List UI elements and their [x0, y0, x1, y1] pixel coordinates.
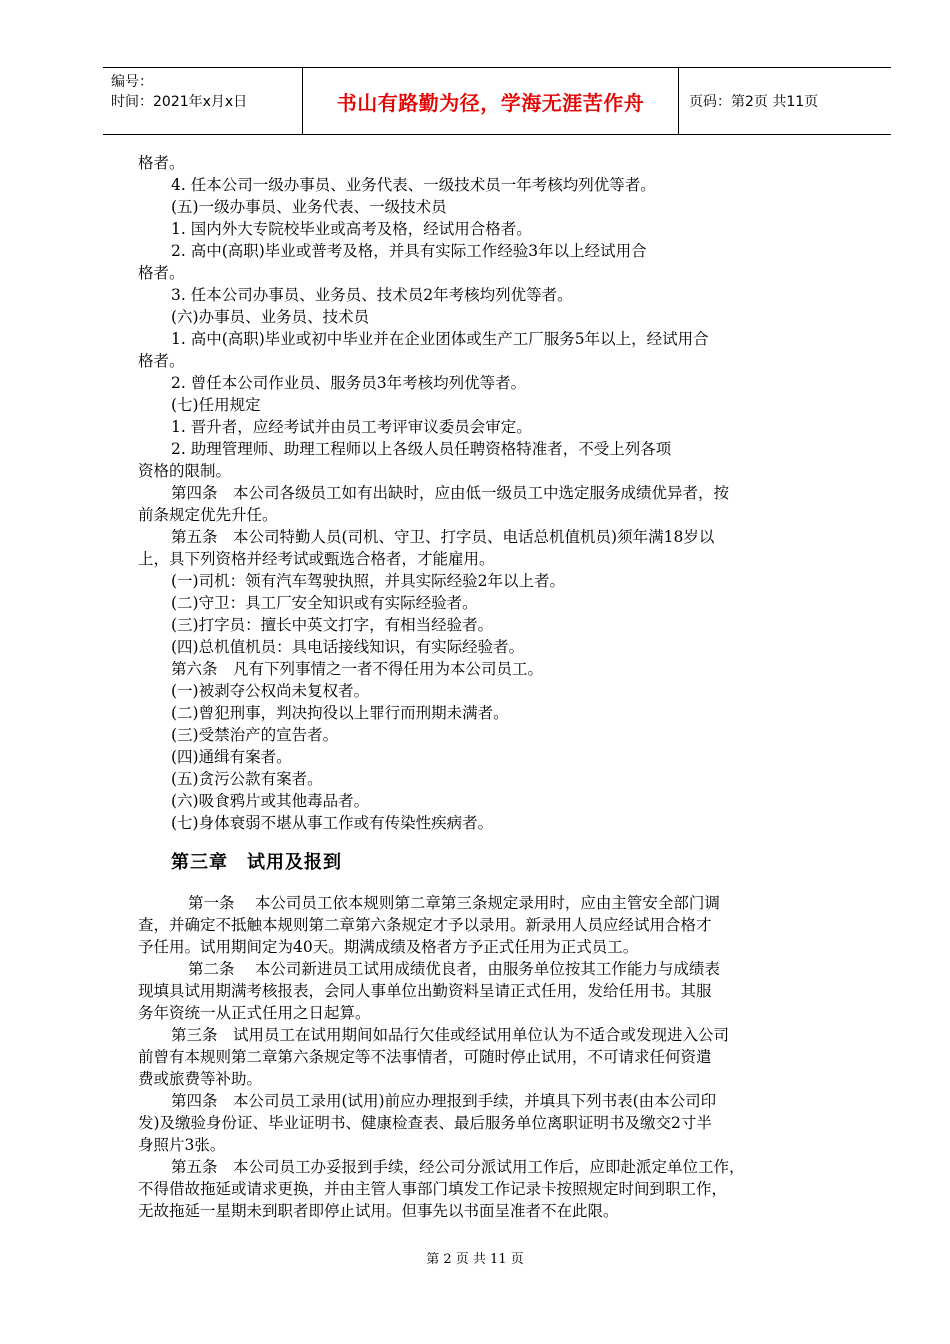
body-line: 现填具试用期满考核报表，会同人事单位出勤资料呈请正式任用，发给任用书。其服 [138, 982, 712, 1000]
body-line: 查，并确定不抵触本规则第二章第六条规定才予以录用。新录用人员应经试用合格才 [138, 916, 712, 934]
body-line: 4. 任本公司一级办事员、业务代表、一级技术员一年考核均列优等者。 [171, 176, 656, 194]
body-line: (四)总机值机员：具电话接线知识，有实际经验者。 [171, 638, 525, 656]
header-motto: 书山有路勤为径，学海无涯苦作舟 [303, 68, 679, 134]
body-line: (三)受禁治产的宣告者。 [171, 726, 339, 744]
body-line: 资格的限制。 [138, 462, 232, 480]
body-line: 第六条 凡有下列事情之一者不得任用为本公司员工。 [171, 660, 544, 678]
body-line: 第五条 本公司特勤人员(司机、守卫、打字员、电话总机值机员)须年满18岁以 [171, 528, 715, 546]
body-line: (一)司机：领有汽车驾驶执照，并具实际经验2年以上者。 [171, 572, 565, 590]
body-line: (三)打字员：擅长中英文打字，有相当经验者。 [171, 616, 494, 634]
body-line: 第一条 本公司员工依本规则第二章第三条规定录用时，应由主管安全部门调 [188, 894, 720, 912]
body-line: 身照片3张。 [138, 1136, 226, 1154]
body-line: 予任用。试用期间定为40天。期满成绩及格者方予正式任用为正式员工。 [138, 938, 639, 956]
body-line: 格者。 [138, 352, 185, 370]
body-line: 无故拖延一星期未到职者即停止试用。但事先以书面呈准者不在此限。 [138, 1202, 619, 1220]
document-body [138, 152, 862, 1222]
body-line: 第四条 本公司各级员工如有出缺时，应由低一级员工中选定服务成绩优异者，按 [171, 484, 730, 502]
header-page-label: 页码：第2页 共11页 [689, 94, 819, 110]
page-footer: 第 2 页 共 11 页 [426, 1252, 524, 1267]
body-line: (一)被剥夺公权尚未复权者。 [171, 682, 370, 700]
body-line: 发)及缴验身份证、毕业证明书、健康检查表、最后服务单位离职证明书及缴交2寸半 [138, 1114, 712, 1132]
date-label: 时间：2021年x月x日 [111, 94, 248, 110]
header-meta [103, 68, 303, 134]
body-line: 费或旅费等补助。 [138, 1070, 263, 1088]
body-line: (二)守卫：具工厂安全知识或有实际经验者。 [171, 594, 478, 612]
body-line: 格者。 [138, 154, 185, 172]
body-line: 务年资统一从正式任用之日起算。 [138, 1004, 371, 1022]
body-line: 第五条 本公司员工办妥报到手续，经公司分派试用工作后，应即赴派定单位工作， [171, 1158, 745, 1176]
body-line: 第四条 本公司员工录用(试用)前应办理报到手续，并填具下列书表(由本公司印 [171, 1092, 717, 1110]
chapter-title: 第三章 试用及报到 [171, 852, 342, 873]
body-line: 3. 任本公司办事员、业务员、技术员2年考核均列优等者。 [171, 286, 573, 304]
body-line: 2. 曾任本公司作业员、服务员3年考核均列优等者。 [171, 374, 527, 392]
body-line: 1. 国内外大专院校毕业或高考及格，经试用合格者。 [171, 220, 532, 238]
body-line: 1. 晋升者，应经考试并由员工考评审议委员会审定。 [171, 418, 532, 436]
body-line: 前条规定优先升任。 [138, 506, 278, 524]
body-line: 2. 高中(高职)毕业或普考及格，并具有实际工作经验3年以上经试用合 [171, 242, 647, 260]
body-line: 第三条 试用员工在试用期间如品行欠佳或经试用单位认为不适合或发现进入公司 [171, 1026, 730, 1044]
page-header [103, 67, 891, 135]
body-line: (二)曾犯刑事，判决拘役以上罪行而刑期未满者。 [171, 704, 509, 722]
body-line: (四)通缉有案者。 [171, 748, 292, 766]
body-line: (六)吸食鸦片或其他毒品者。 [171, 792, 370, 810]
body-line: (七)身体衰弱不堪从事工作或有传染性疾病者。 [171, 814, 494, 832]
serial-label: 编号： [111, 74, 153, 90]
body-line: 2. 助理管理师、助理工程师以上各级人员任聘资格特准者，不受上列各项 [171, 440, 672, 458]
body-line: (七)任用规定 [171, 396, 261, 414]
body-line: 格者。 [138, 264, 185, 282]
body-line: 1. 高中(高职)毕业或初中毕业并在企业团体或生产工厂服务5年以上，经试用合 [171, 330, 709, 348]
body-line: 上，具下列资格并经考试或甄选合格者，才能雇用。 [138, 550, 495, 568]
body-line: 第二条 本公司新进员工试用成绩优良者，由服务单位按其工作能力与成绩表 [188, 960, 720, 978]
body-line: (五)一级办事员、业务代表、一级技术员 [171, 198, 447, 216]
body-line: 前曾有本规则第二章第六条规定等不法事情者，可随时停止试用，不可请求任何资遣 [138, 1048, 712, 1066]
body-line: (六)办事员、业务员、技术员 [171, 308, 370, 326]
body-line: (五)贪污公款有案者。 [171, 770, 323, 788]
body-line: 不得借故拖延或请求更换，并由主管人事部门填发工作记录卡按照规定时间到职工作， [138, 1180, 728, 1198]
